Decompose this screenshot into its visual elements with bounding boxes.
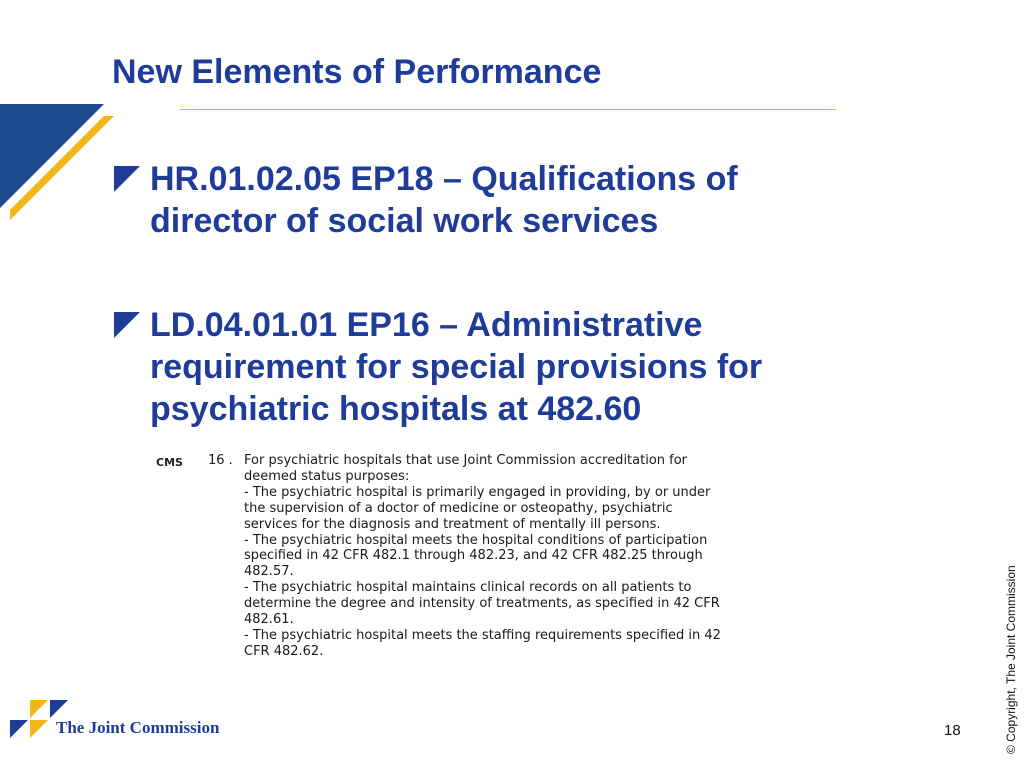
ep-text-line: For psychiatric hospitals that use Joint Commission accreditation for xyxy=(244,453,688,468)
ep-number: 16 . xyxy=(208,453,233,468)
ep-text-line: determine the degree and intensity of treatments, as specified in 42 CFR xyxy=(244,596,720,612)
ep-text-line: - The psychiatric hospital is primarily engaged in providing, by or under xyxy=(244,484,711,500)
cms-excerpt xyxy=(152,448,872,664)
triangle-bullet-icon xyxy=(114,312,140,338)
bullet-hr-01-02-05 xyxy=(112,158,902,242)
bullet-line: psychiatric hospitals at 482.60 xyxy=(150,390,642,428)
copyright-notice: © Copyright, The Joint Commission xyxy=(1004,565,1018,754)
ep-text-line: 482.61. xyxy=(244,612,294,628)
bullet-line: HR.01.02.05 EP18 – Qualifications of xyxy=(150,160,738,198)
bullet-line: requirement for special provisions for xyxy=(150,348,763,386)
ep-text-line: - The psychiatric hospital meets the staffing requirements specified in 42 xyxy=(244,627,721,643)
page-number: 18 xyxy=(944,722,961,739)
logo-text: The Joint Commission xyxy=(56,718,220,737)
ep-text-line: deemed status purposes: xyxy=(244,468,410,484)
ep-text-line: services for the diagnosis and treatment of mentally ill persons. xyxy=(244,516,661,532)
slide-title: New Elements of Performance xyxy=(112,53,602,91)
bullet-line: director of social work services xyxy=(150,202,659,240)
title-divider xyxy=(180,109,836,110)
joint-commission-logo xyxy=(10,698,250,742)
ep-text-line: - The psychiatric hospital maintains clinical records on all patients to xyxy=(244,580,692,596)
corner-triangle-logo-icon xyxy=(0,104,120,224)
ep-text xyxy=(244,453,864,660)
ep-text-line: 482.57. xyxy=(244,564,294,580)
ep-text-line: specified in 42 CFR 482.1 through 482.23, and 42 CFR 482.25 through xyxy=(244,548,703,564)
triangle-bullet-icon xyxy=(114,166,140,192)
bullet-ld-04-01-01 xyxy=(112,304,902,430)
ep-text-line: the supervision of a doctor of medicine or osteopathy, psychiatric xyxy=(244,500,673,516)
bullet-line: LD.04.01.01 EP16 – Administrative xyxy=(150,306,703,344)
cms-tag: CMS xyxy=(156,456,183,469)
ep-text-line: - The psychiatric hospital meets the hospital conditions of participation xyxy=(244,532,708,548)
bullet-list xyxy=(112,158,902,430)
ep-text-line: CFR 482.62. xyxy=(244,643,324,659)
